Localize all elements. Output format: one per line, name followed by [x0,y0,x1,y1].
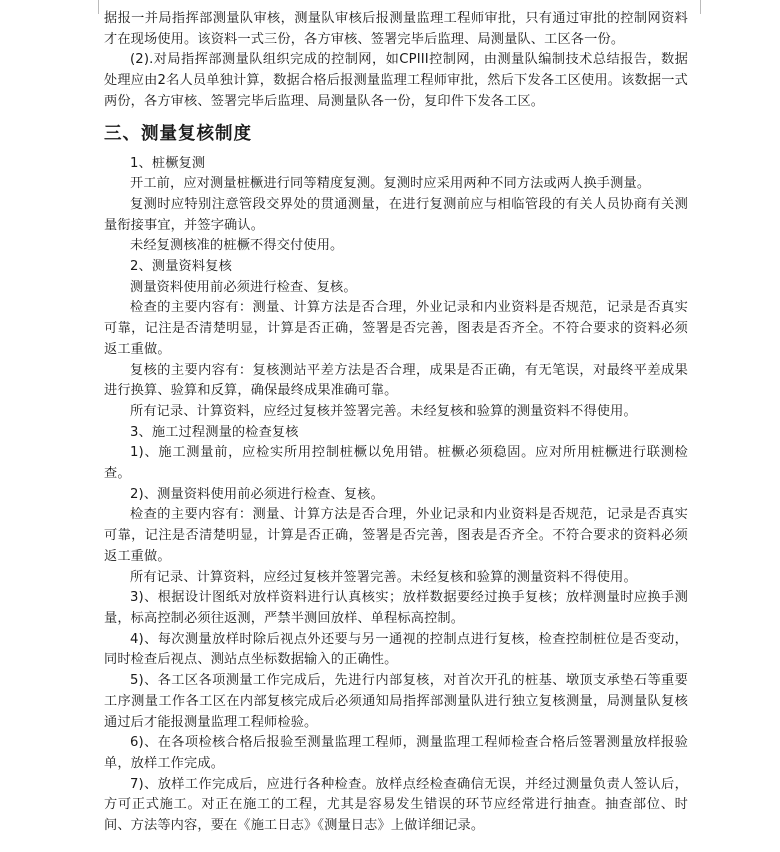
paragraph: 3、施工过程测量的检查复核 [130,424,299,440]
paragraph: 3)、根据设计图纸对放样资料进行认真核实；放样数据要经过换手复核；放样测量时应换手测量，标高控制必须往返测，严禁半测回放样、单程标高控制。 [104,590,688,626]
paragraph: 未经复测核准的桩橛不得交付使用。 [130,238,344,254]
paragraph: 4)、每次测量放样时除后视点外还要与另一通视的控制点进行复核，检查控制桩位是否变动，同时检查后视点、测站点坐标数据输入的正确性。 [104,631,688,668]
document-body [104,9,688,837]
paragraph: 1、桩橛复测 [130,155,206,171]
paragraph: 2、测量资料复核 [130,259,232,275]
paragraph: 2)、测量资料使用前必须进行检查、复核。 [130,486,384,502]
paragraph: 7)、放样工作完成后，应进行各种检查。放样点经检查确信无误，并经过测量负责人签认后，方可正式施工。对正在施工的工程，尤其是容易发生错误的环节应经常进行抽查。抽查部位、时间、方法等内容，要在《施工日志》《测量日志》上做详细记录。 [104,776,688,834]
paragraph: 6)、在各项检核合格后报验至测量监理工程师，测量监理工程师检查合格后签署测量放样报验单，放样工作完成。 [104,735,688,771]
paragraph: 1)、施工测量前，应检实所用控制桩橛以免用错。桩橛必须稳固。应对所用桩橛进行联测检查。 [104,445,688,482]
paragraph: 复测时应特别注意管段交界处的贯通测量，在进行复测前应与相临管段的有关人员协商有关测量衔接事宜，并签字确认。 [104,196,688,233]
page-corner-mark-right [700,0,715,14]
section-heading: 三、测量复核制度 [104,123,252,144]
paragraph: 所有记录、计算资料，应经过复核并签署完善。未经复核和验算的测量资料不得使用。 [130,403,637,419]
paragraph: 复核的主要内容有：复核测站平差方法是否合理，成果是否正确，有无笔误，对最终平差成果进行换算、验算和反算，确保最终成果准确可靠。 [104,362,688,399]
paragraph: 开工前，应对测量桩橛进行同等精度复测。复测时应采用两种不同方法或两人换手测量。 [130,176,651,192]
paragraph: 检查的主要内容有：测量、计算方法是否合理，外业记录和内业资料是否规范，记录是否真实可靠，记注是否清楚明显，计算是否正确，签署是否完善，图表是否齐全。不符合要求的资料必须返工重做。 [104,300,688,357]
paragraph: (2).对局指挥部测量队组织完成的控制网，如CPIII控制网，由测量队编制技术总结报告，数据处理应由2名人员单独计算，数据合格后报测量监理工程师审批，然后下发各工区使用。该数据一式两份，各方审核、签署完毕后监理、局测量队各一份，复印件下发各工区。 [104,52,688,109]
paragraph: 所有记录、计算资料，应经过复核并签署完善。未经复核和验算的测量资料不得使用。 [130,569,637,585]
page-corner-mark-left [84,0,99,14]
paragraph: 据报一并局指挥部测量队审核，测量队审核后报测量监理工程师审批，只有通过审批的控制网资料才在现场使用。该资料一式三份，各方审核、签署完毕后监理、局测量队、工区各一份。 [104,11,688,47]
paragraph: 检查的主要内容有：测量、计算方法是否合理，外业记录和内业资料是否规范，记录是否真实可靠，记注是否清楚明显，计算是否正确，签署是否完善，图表是否齐全。不符合要求的资料必须返工重做。 [104,507,688,564]
paragraph: 5)、各工区各项测量工作完成后，先进行内部复核，对首次开孔的桩基、墩顶支承垫石等重要工序测量工作各工区在内部复核完成后必须通知局指挥部测量队进行独立复核测量，局测量队复核通过后才能报测量监理工程师检验。 [104,673,688,730]
paragraph: 测量资料使用前必须进行检查、复核。 [130,279,357,295]
